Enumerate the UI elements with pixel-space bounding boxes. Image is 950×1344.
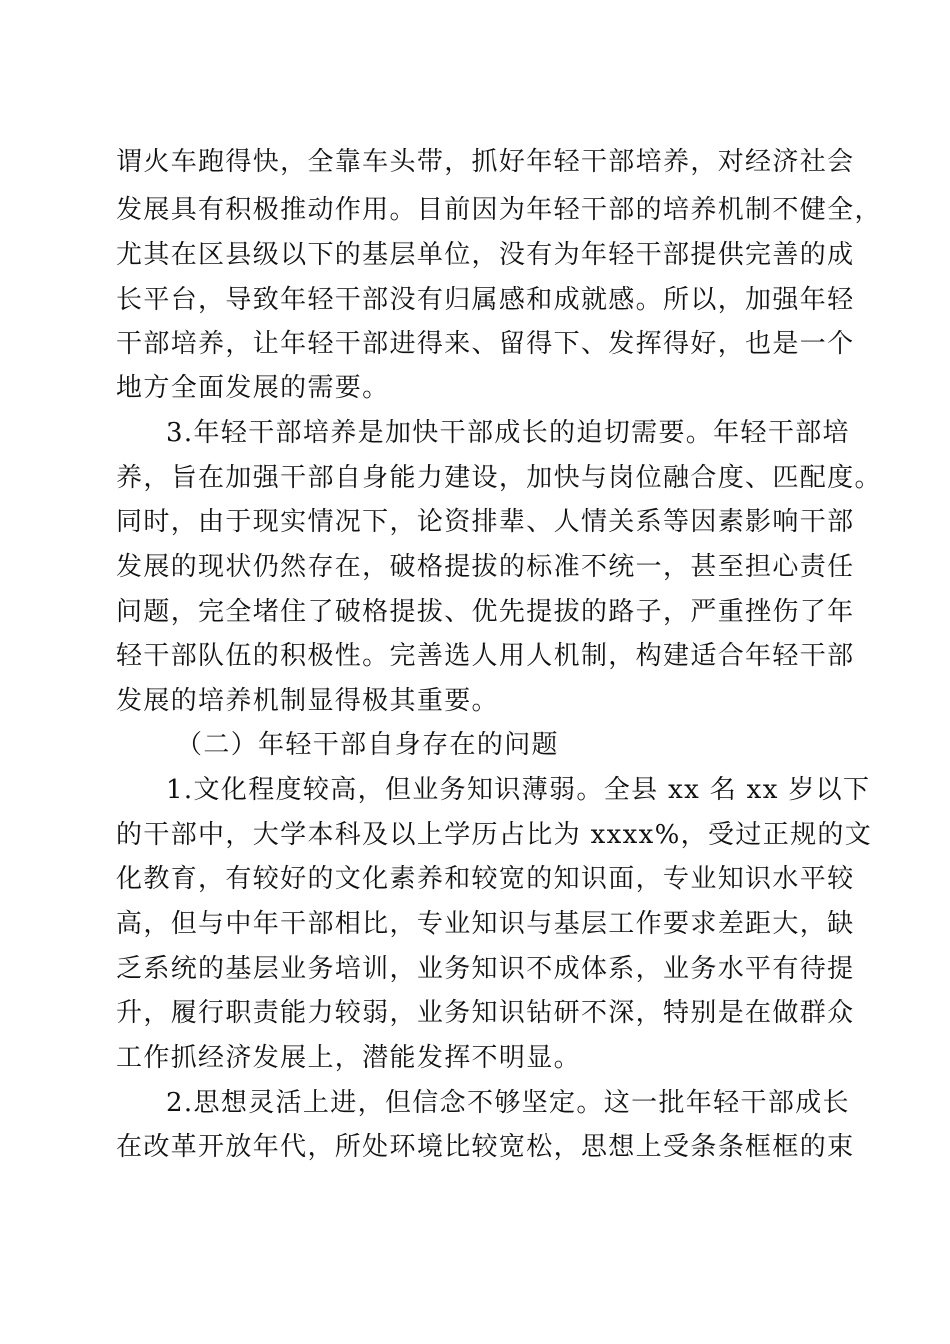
text-line: 地方全面发展的需要。: [116, 373, 390, 403]
section-heading: （二）年轻干部自身存在的问题: [176, 730, 559, 760]
text-line: 轻干部队伍的积极性。完善选人用人机制，构建适合年轻干部: [116, 641, 855, 671]
paragraph-start-1: 1.文化程度较高，但业务知识薄弱。全县 xx 名 xx 岁以下: [166, 775, 871, 805]
paragraph-start-2: 2.思想灵活上进，但信念不够坚定。这一批年轻干部成长: [166, 1088, 850, 1118]
text-line: 发展的现状仍然存在，破格提拔的标准不统一，甚至担心责任: [116, 552, 855, 582]
text-line: 的干部中，大学本科及以上学历占比为 xxxx%，受过正规的文: [116, 820, 873, 850]
text-line: 养，旨在加强干部自身能力建设，加快与岗位融合度、匹配度。: [116, 463, 882, 493]
text-line: 高，但与中年干部相比，专业知识与基层工作要求差距大，缺: [116, 909, 855, 939]
text-line: 发展的培养机制显得极其重要。: [116, 686, 499, 716]
text-line: 谓火车跑得快，全靠车头带，抓好年轻干部培养，对经济社会: [116, 147, 855, 177]
text-line: 长平台，导致年轻干部没有归属感和成就感。所以，加强年轻: [116, 285, 855, 315]
paragraph-start-3: 3.年轻干部培养是加快干部成长的迫切需要。年轻干部培: [166, 418, 850, 448]
text-line: 化教育，有较好的文化素养和较宽的知识面，专业知识水平较: [116, 864, 855, 894]
text-line: 同时，由于现实情况下，论资排辈、人情关系等因素影响干部: [116, 507, 855, 537]
text-line: 工作抓经济发展上，潜能发挥不明显。: [116, 1043, 581, 1073]
text-line: 在改革开放年代，所处环境比较宽松，思想上受条条框框的束: [116, 1132, 855, 1162]
text-line: 干部培养，让年轻干部进得来、留得下、发挥得好，也是一个: [116, 329, 855, 359]
text-line: 尤其在区县级以下的基层单位，没有为年轻干部提供完善的成: [116, 240, 855, 270]
text-line: 发展具有积极推动作用。目前因为年轻干部的培养机制不健全，: [116, 195, 882, 225]
text-line: 乏系统的基层业务培训，业务知识不成体系，业务水平有待提: [116, 954, 855, 984]
text-line: 升，履行职责能力较弱，业务知识钻研不深，特别是在做群众: [116, 998, 855, 1028]
text-line: 问题，完全堵住了破格提拔、优先提拔的路子，严重挫伤了年: [116, 597, 855, 627]
